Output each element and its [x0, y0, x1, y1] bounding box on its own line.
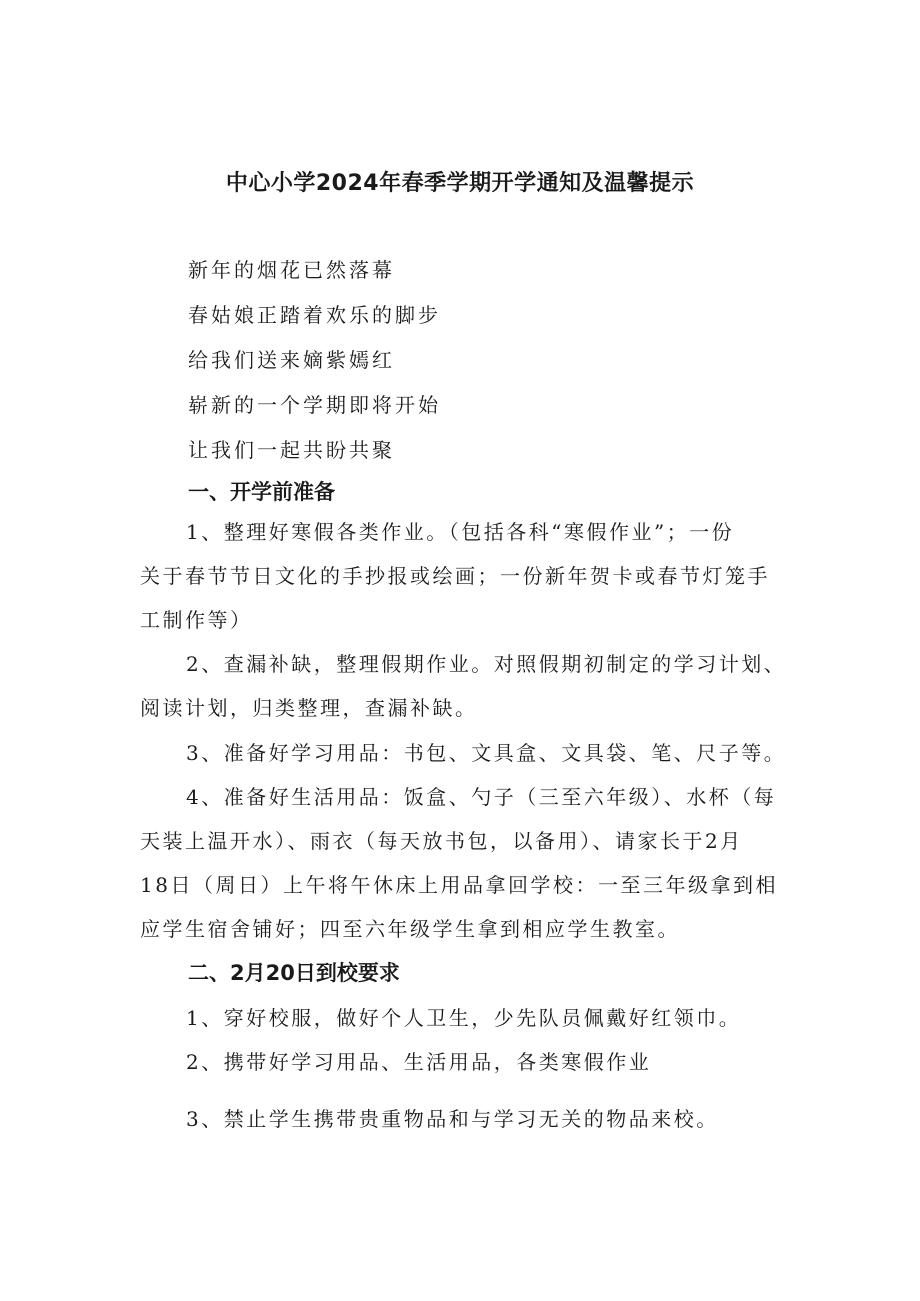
- arrival-item-3: [140, 1097, 812, 1141]
- poem-line: 崭新的一个学期即将开始: [188, 393, 441, 417]
- paragraph-line: 1、整理好寒假各类作业。（包括各科“寒假作业”；一份: [186, 520, 735, 544]
- paragraph-line: 2、携带好学习用品、生活用品，各类寒假作业: [186, 1050, 652, 1074]
- preparation-item-4: [140, 775, 812, 951]
- preparation-item-3: [140, 731, 812, 775]
- poem-line: 让我们一起共盼共聚: [188, 438, 395, 462]
- paragraph-line: 应学生宿舍铺好；四至六年级学生拿到相应学生教室。: [140, 917, 680, 941]
- preparation-item-1: [140, 510, 812, 642]
- arrival-item-2: [140, 1040, 812, 1084]
- paragraph-line: 18日（周日）上午将午休床上用品拿回学校：一至三年级拿到相: [140, 873, 778, 897]
- paragraph-line: 关于春节节日文化的手抄报或绘画；一份新年贺卡或春节灯笼手: [140, 564, 770, 588]
- paragraph-line: 2、查漏补缺，整理假期作业。对照假期初制定的学习计划、: [186, 652, 787, 676]
- paragraph-line: 4、准备好生活用品：饭盒、勺子（三至六年级）、水杯（每: [186, 785, 777, 809]
- document-title: 中心小学2024年春季学期开学通知及温馨提示: [225, 171, 695, 196]
- paragraph-line: 阅读计划，归类整理，查漏补缺。: [140, 696, 478, 720]
- paragraph-line: 3、准备好学习用品：书包、文具盒、文具袋、笔、尺子等。: [186, 741, 787, 765]
- poem-line: 春姑娘正踏着欢乐的脚步: [188, 303, 441, 327]
- arrival-item-1: [140, 996, 812, 1040]
- paragraph-line: 天装上温开水）、雨衣（每天放书包，以备用）、请家长于2月: [140, 829, 743, 853]
- section-heading-preparation: 一、开学前准备: [188, 480, 335, 504]
- paragraph-line: 3、禁止学生携带贵重物品和与学习无关的物品来校。: [186, 1107, 719, 1131]
- section-heading-arrival: 二、2月20日到校要求: [188, 961, 400, 985]
- preparation-item-2: [140, 642, 812, 730]
- poem-line: 新年的烟花已然落幕: [188, 258, 395, 282]
- poem-line: 给我们送来嫡紫嫣红: [188, 348, 395, 372]
- intro-poem: [188, 254, 441, 479]
- paragraph-line: 1、穿好校服，做好个人卫生，少先队员佩戴好红领巾。: [186, 1006, 742, 1030]
- paragraph-line: 工制作等）: [140, 608, 253, 632]
